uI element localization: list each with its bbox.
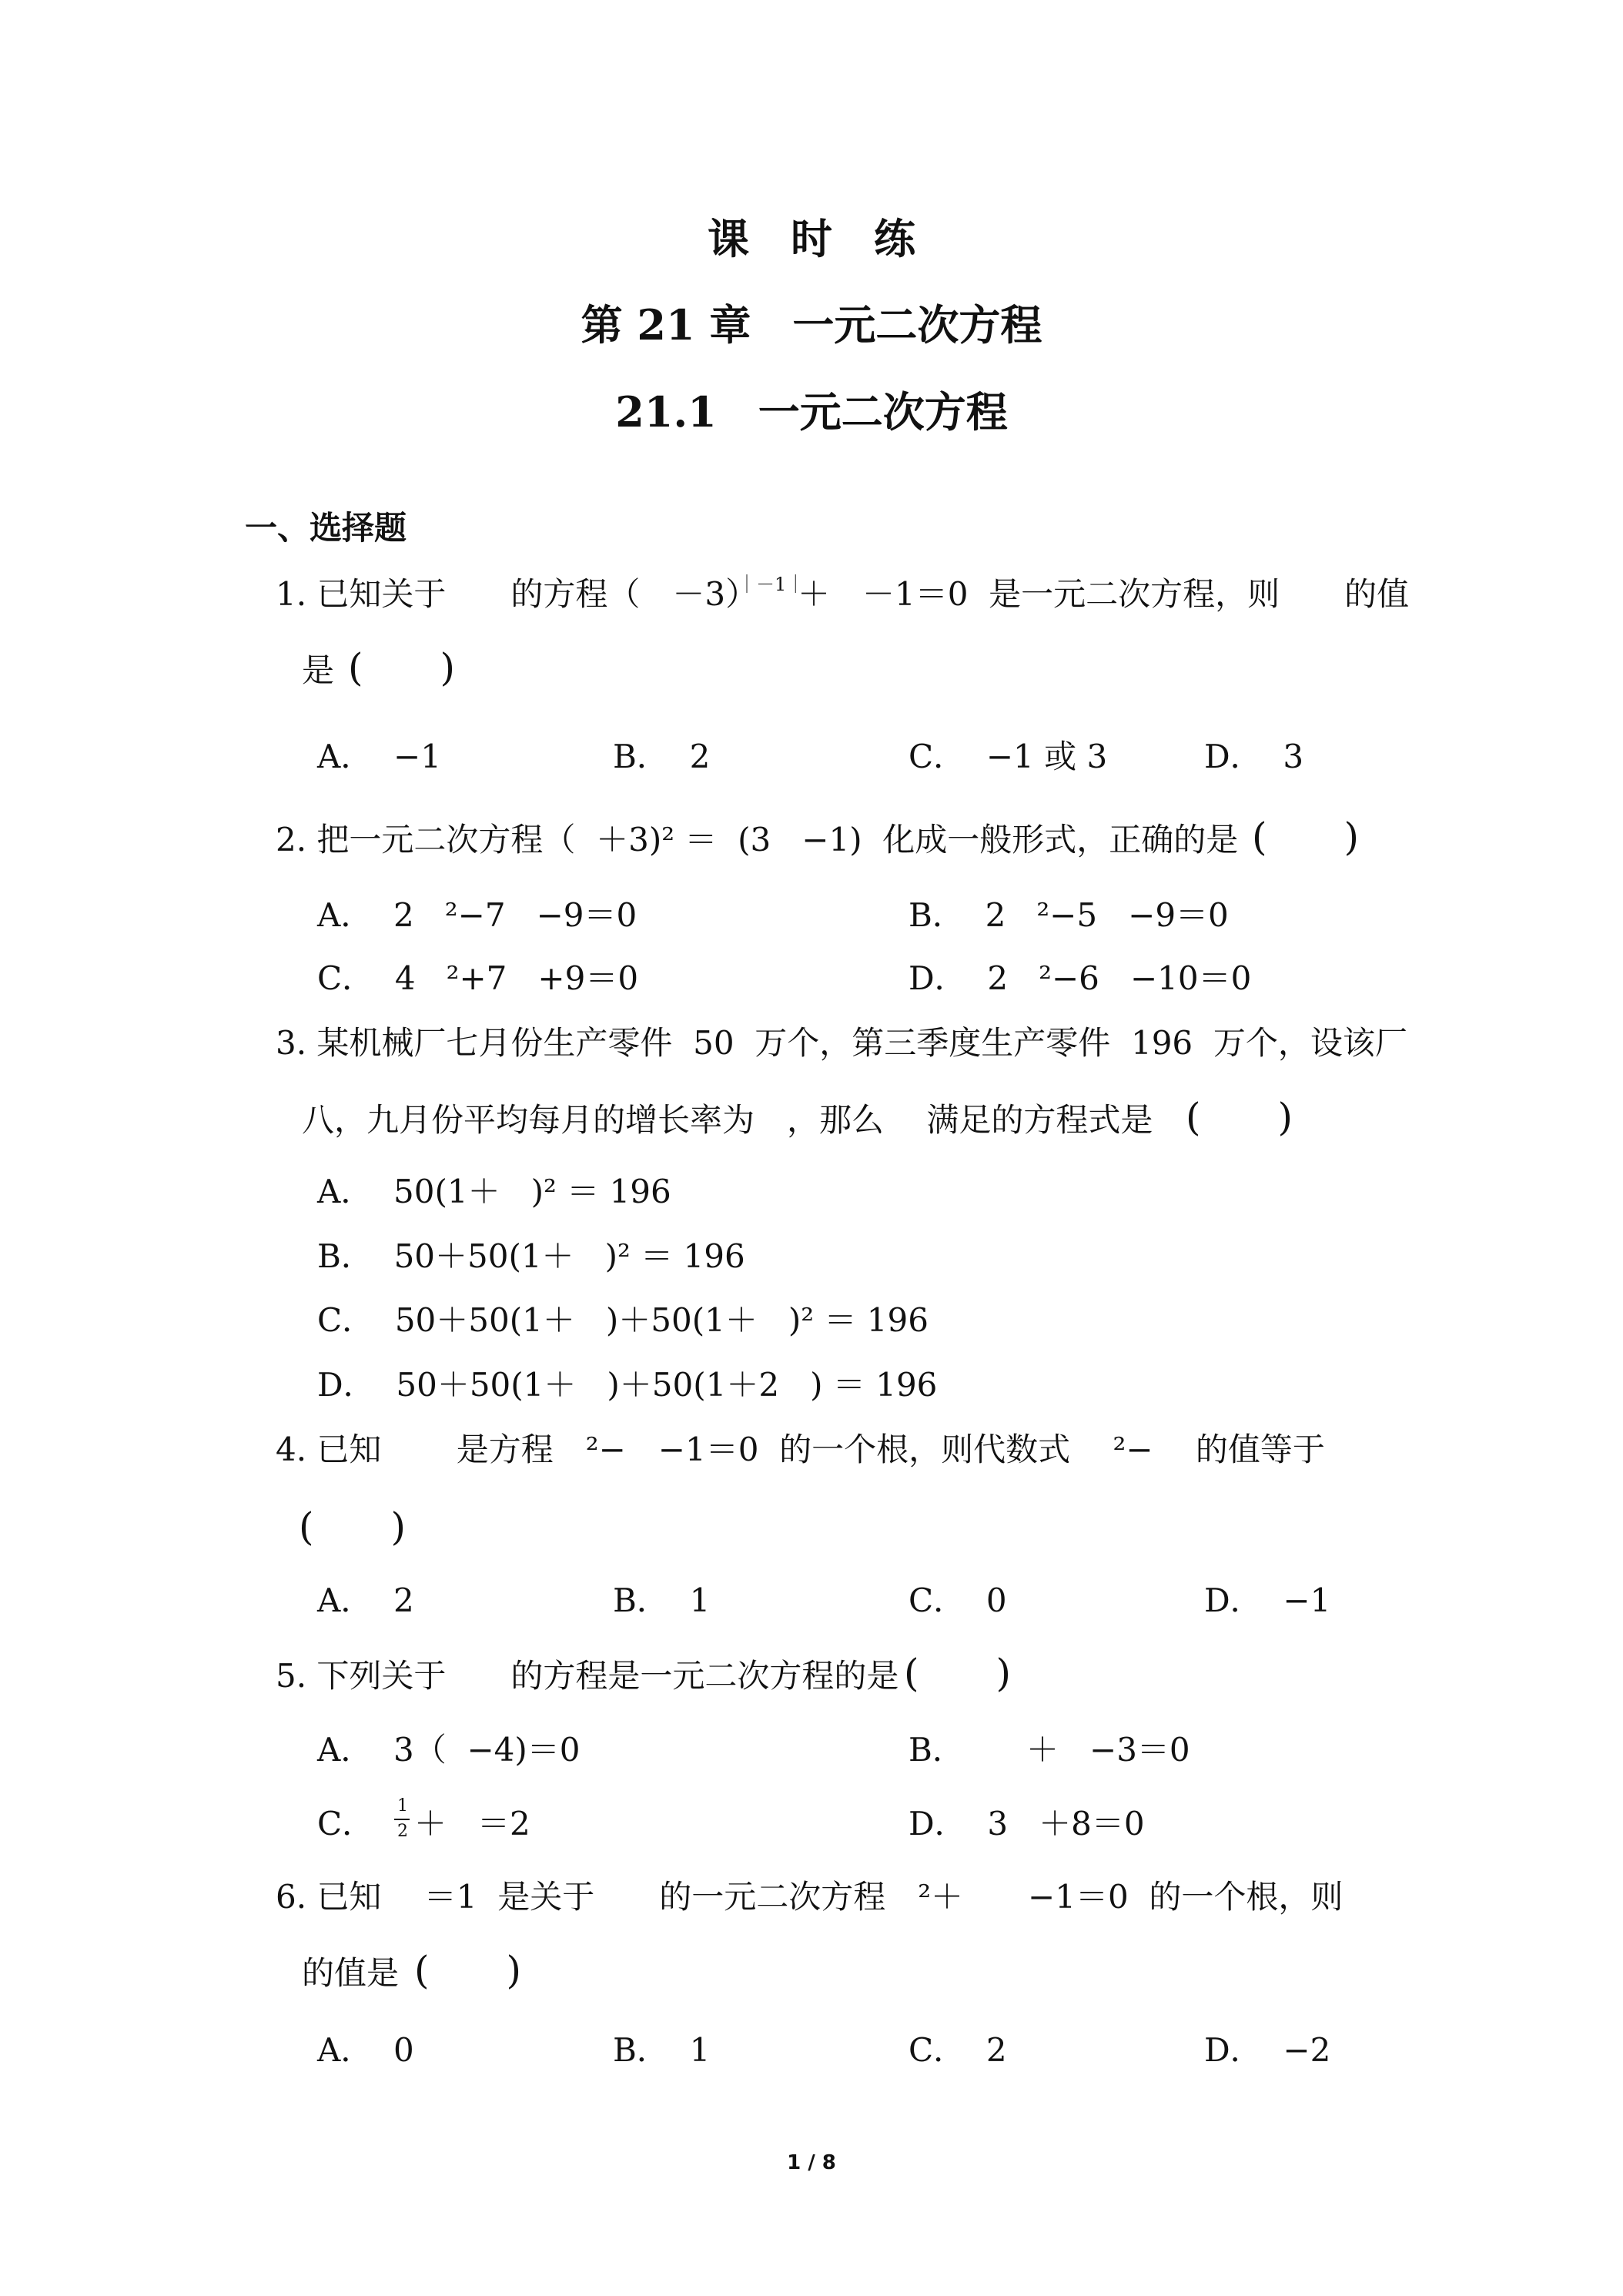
option-c-rest: ＋ ＝2: [414, 1805, 530, 1842]
option-a[interactable]: A． 3（ −4)＝0: [317, 1731, 581, 1769]
question-stem-line2: 是: [302, 651, 335, 689]
answer-blank[interactable]: ( ): [904, 1651, 1012, 1695]
question-stem: 6. 已知 ＝1 是关于 的一元二次方程 ²＋ −1＝0 的一个根，则: [276, 1878, 1344, 1916]
option-d[interactable]: D． 3 ＋8＝0: [909, 1805, 1145, 1842]
worksheet-title: 课 时 练: [708, 214, 915, 263]
page-number: 1 / 8: [787, 2151, 836, 2174]
question-exponent: ｜－1｜: [738, 574, 805, 595]
option-d[interactable]: D． 50＋50(1＋ )＋50(1＋2 ) ＝ 196: [317, 1366, 938, 1404]
option-c[interactable]: C． −1 或 3: [909, 738, 1108, 775]
answer-blank[interactable]: ( ): [414, 1948, 522, 1993]
option-b[interactable]: B． 2 ²−5 −9＝0: [909, 896, 1229, 934]
answer-blank[interactable]: ( ): [1186, 1095, 1293, 1140]
question-stem: 3. 某机械厂七月份生产零件 50 万个，第三季度生产零件 196 万个，设该厂: [276, 1024, 1407, 1062]
question-stem-line2: 八，九月份平均每月的增长率为 ，那么 满足的方程式是: [302, 1101, 1153, 1139]
fraction-numerator: 1: [397, 1796, 408, 1816]
option-d[interactable]: D． 2 ²−6 −10＝0: [909, 959, 1252, 997]
section-heading: 一、选择题: [245, 509, 407, 547]
option-b[interactable]: B． ＋ −3＝0: [909, 1731, 1190, 1769]
option-c[interactable]: C．: [317, 1805, 375, 1842]
question-stem: 2. 把一元二次方程（ ＋3)² ＝ (3 −1) 化成一般形式，正确的是: [276, 821, 1239, 858]
option-c[interactable]: C． 2: [909, 2031, 1007, 2069]
answer-blank[interactable]: ( ): [299, 1504, 407, 1549]
option-d[interactable]: D． 3: [1204, 738, 1304, 775]
option-d[interactable]: D． −1: [1204, 1581, 1331, 1619]
question-stem: 4. 已知 是方程 ²− −1＝0 的一个根，则代数式 ²− 的值等于: [276, 1431, 1325, 1468]
option-a[interactable]: A． 0: [317, 2031, 414, 2069]
answer-blank[interactable]: ( ): [1252, 815, 1360, 859]
option-c[interactable]: C． 4 ²+7 +9＝0: [317, 959, 639, 997]
fraction-bar: [394, 1819, 410, 1820]
option-b[interactable]: B． 50＋50(1＋ )² ＝ 196: [317, 1237, 745, 1275]
option-d[interactable]: D． −2: [1204, 2031, 1331, 2069]
section-title: 21.1 一元二次方程: [615, 387, 1008, 437]
answer-blank[interactable]: ( ): [348, 645, 456, 690]
option-b[interactable]: B． 2: [613, 738, 711, 775]
option-c[interactable]: C． 0: [909, 1581, 1007, 1619]
question-stem-line2: 的值是: [302, 1954, 400, 1992]
option-a[interactable]: A． −1: [317, 738, 441, 775]
chapter-title: 第 21 章 一元二次方程: [581, 300, 1042, 350]
option-a[interactable]: A． 50(1＋ )² ＝ 196: [317, 1173, 671, 1210]
question-stem: 5. 下列关于 的方程是一元二次方程的是: [276, 1657, 899, 1695]
option-b[interactable]: B． 1: [613, 1581, 711, 1619]
option-c[interactable]: C． 50＋50(1＋ )＋50(1＋ )² ＝ 196: [317, 1301, 929, 1339]
option-a[interactable]: A． 2: [317, 1581, 414, 1619]
question-stem: 1. 已知关于 的方程（ －3）: [276, 575, 758, 613]
fraction-denominator: 2: [397, 1822, 408, 1841]
question-stem-continued: ＋ －1＝0 是一元二次方程，则 的值: [798, 575, 1410, 613]
option-b[interactable]: B． 1: [613, 2031, 711, 2069]
option-a[interactable]: A． 2 ²−7 −9＝0: [317, 896, 637, 934]
